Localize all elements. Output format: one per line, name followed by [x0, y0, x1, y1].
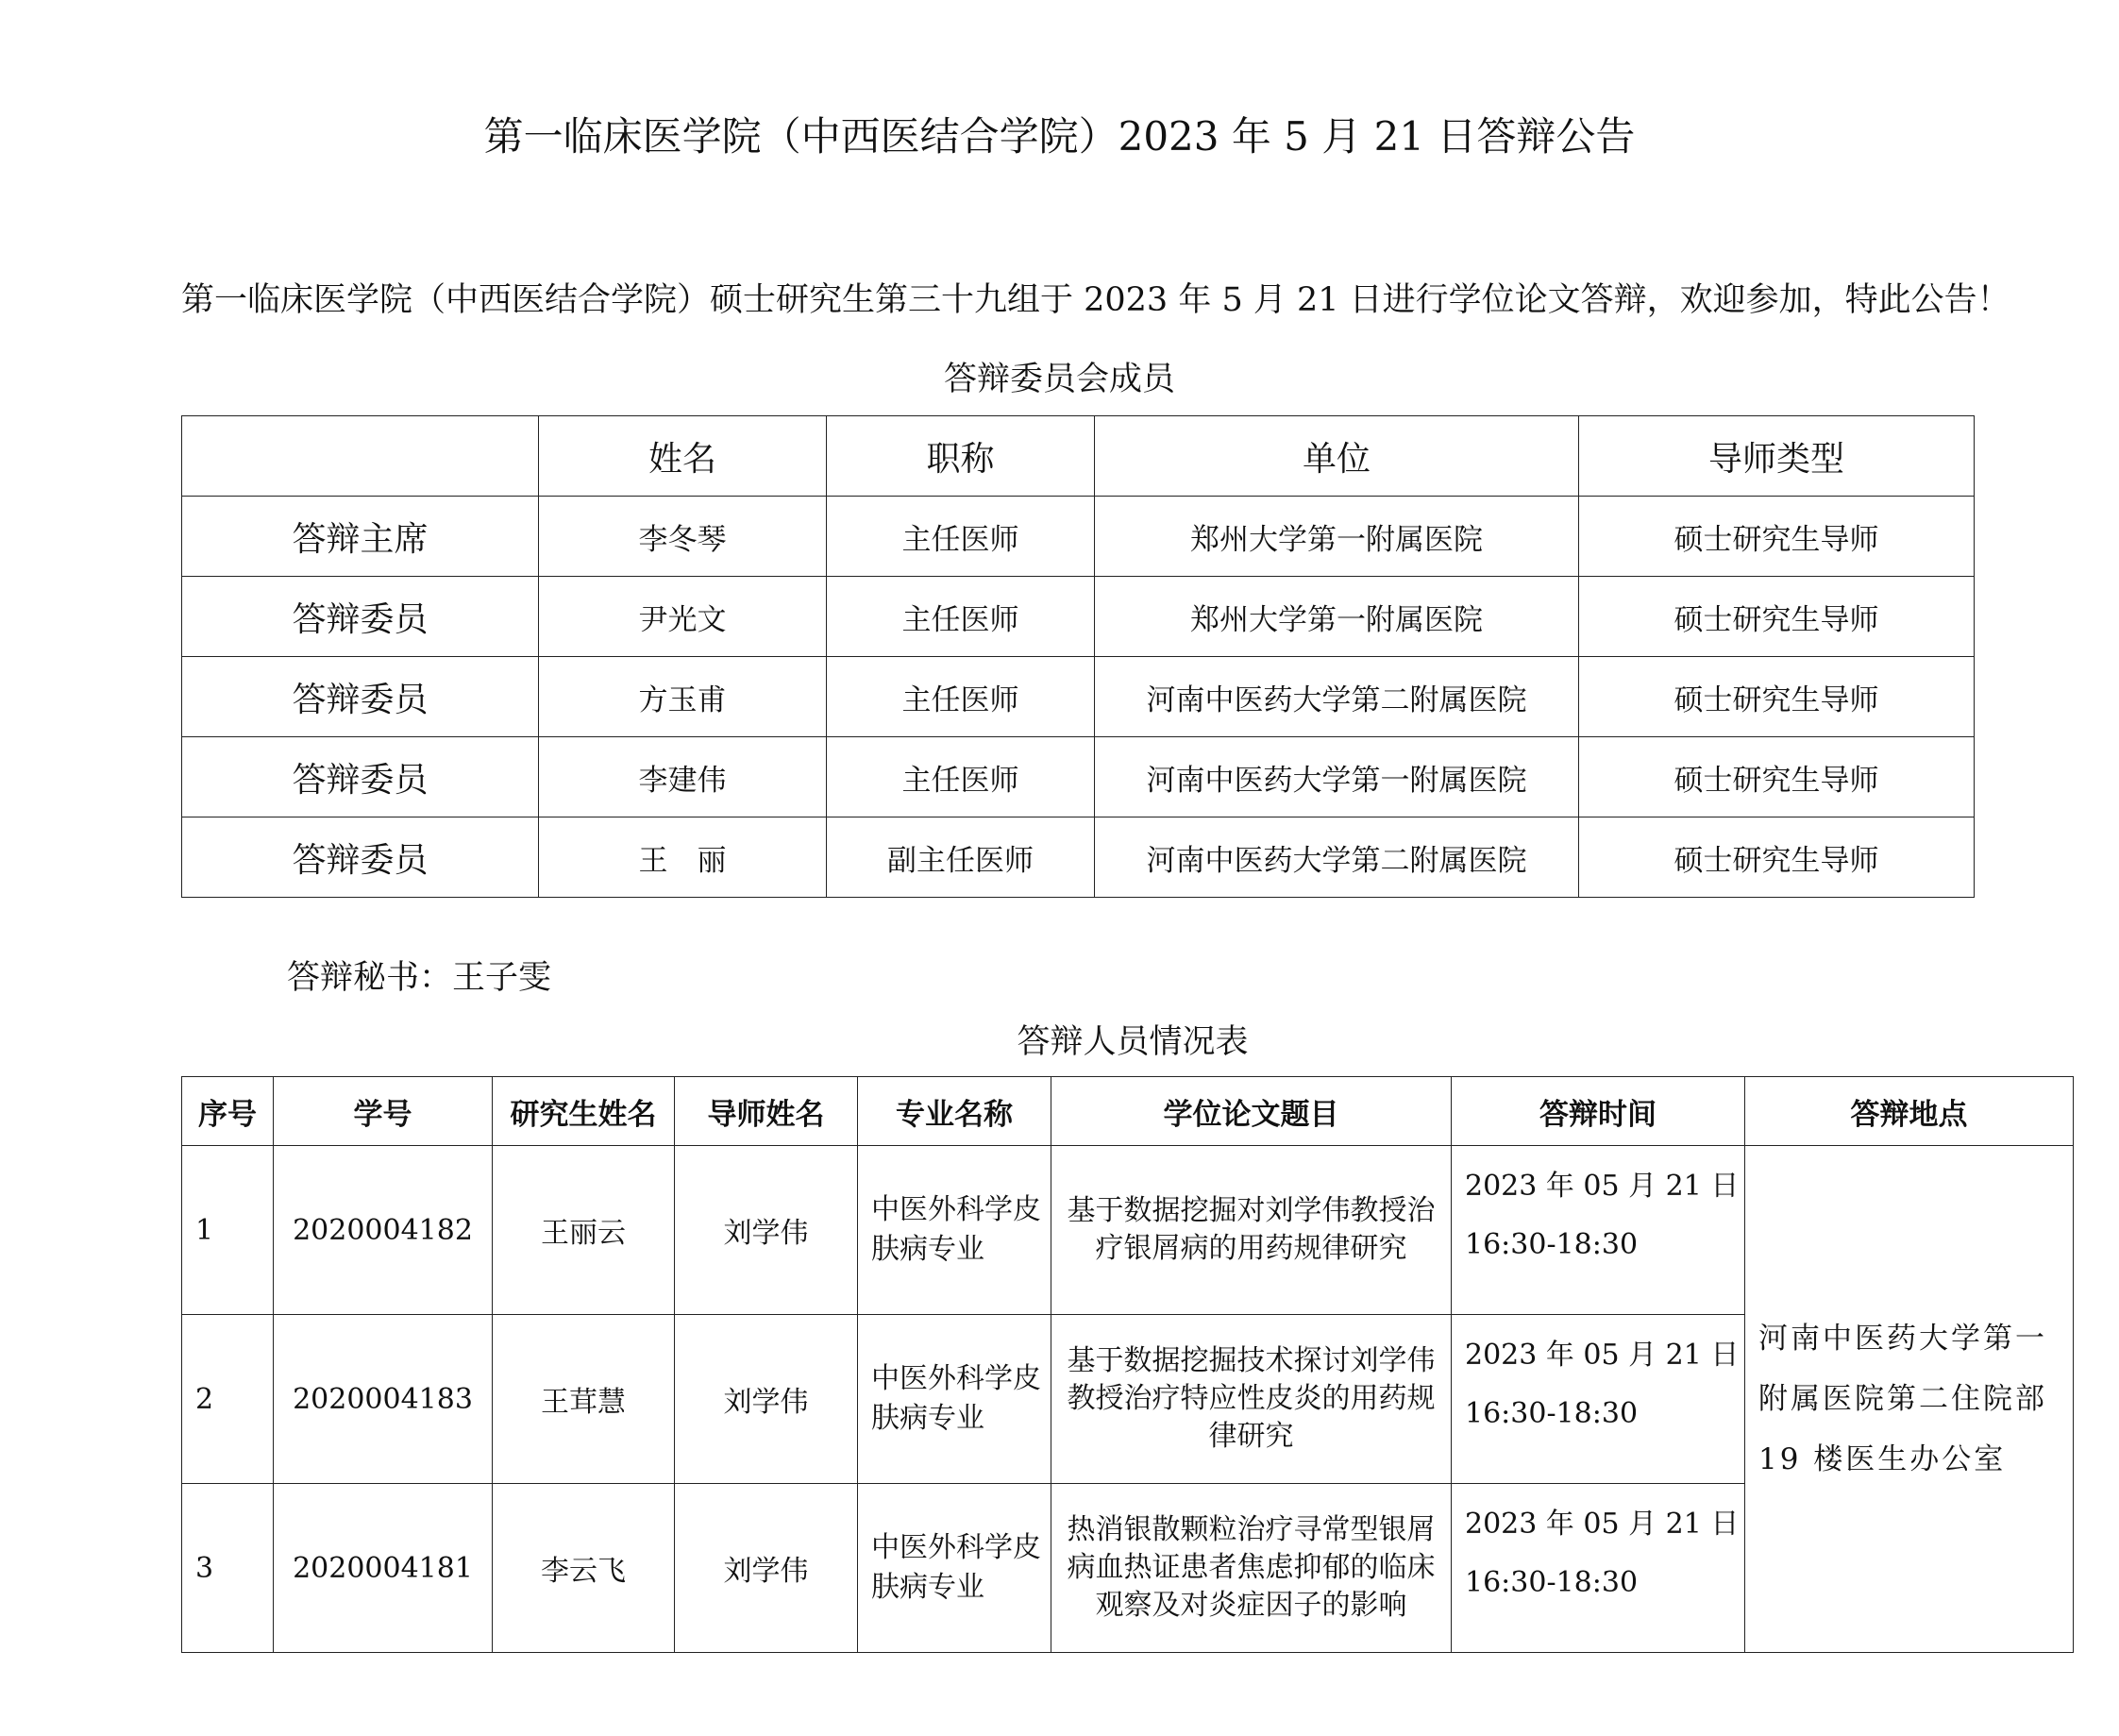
member-title: 主任医师 [827, 577, 1095, 657]
member-title: 主任医师 [827, 497, 1095, 577]
member-role: 答辩委员 [182, 817, 539, 898]
candidate-advisor: 刘学伟 [675, 1146, 858, 1315]
committee-row [182, 657, 1975, 737]
defense-hours: 16:30-18:30 [1465, 1566, 1639, 1599]
candidate-major: 中医外科学皮肤病专业 [858, 1484, 1051, 1653]
candidate-row [182, 1146, 2074, 1315]
header-defense-time: 答辩时间 [1452, 1077, 1745, 1146]
member-title: 副主任医师 [827, 817, 1095, 898]
candidate-name: 李云飞 [493, 1484, 675, 1653]
candidates-table [181, 1076, 2074, 1653]
candidate-advisor: 刘学伟 [675, 1315, 858, 1484]
defense-hours: 16:30-18:30 [1465, 1397, 1639, 1430]
document-title: 第一临床医学院（中西医结合学院）2023 年 5 月 21 日答辩公告 [483, 113, 1636, 160]
header-thesis: 学位论文题目 [1051, 1077, 1452, 1146]
committee-table [181, 415, 1975, 898]
candidate-seq: 2 [182, 1315, 274, 1484]
member-unit: 郑州大学第一附属医院 [1095, 577, 1579, 657]
committee-header-name: 姓名 [539, 416, 827, 497]
member-unit: 河南中医药大学第二附属医院 [1095, 817, 1579, 898]
defense-date: 2023 年 05 月 21 日 [1465, 1508, 1740, 1541]
candidates-header-row [182, 1077, 2074, 1146]
candidate-seq: 3 [182, 1484, 274, 1653]
candidate-thesis: 基于数据挖掘对刘学伟教授治疗银屑病的用药规律研究 [1051, 1146, 1452, 1315]
candidate-name: 王茸慧 [493, 1315, 675, 1484]
candidate-thesis: 热消银散颗粒治疗寻常型银屑病血热证患者焦虑抑郁的临床观察及对炎症因子的影响 [1051, 1484, 1452, 1653]
member-type: 硕士研究生导师 [1579, 657, 1975, 737]
candidate-time [1452, 1484, 1745, 1653]
member-role: 答辩委员 [182, 737, 539, 817]
candidates-caption: 答辩人员情况表 [1017, 1023, 1249, 1061]
candidate-time [1452, 1146, 1745, 1315]
header-student-name: 研究生姓名 [493, 1077, 675, 1146]
candidate-id: 2020004183 [274, 1315, 493, 1484]
header-defense-place: 答辩地点 [1745, 1077, 2074, 1146]
defense-date: 2023 年 05 月 21 日 [1465, 1170, 1740, 1203]
member-name: 王 丽 [539, 817, 827, 898]
member-role: 答辩委员 [182, 577, 539, 657]
header-seq: 序号 [182, 1077, 274, 1146]
member-unit: 河南中医药大学第一附属医院 [1095, 737, 1579, 817]
member-type: 硕士研究生导师 [1579, 577, 1975, 657]
candidate-id: 2020004182 [274, 1146, 493, 1315]
member-role: 答辩主席 [182, 497, 539, 577]
member-unit: 河南中医药大学第二附属医院 [1095, 657, 1579, 737]
defense-date: 2023 年 05 月 21 日 [1465, 1339, 1740, 1372]
candidate-seq: 1 [182, 1146, 274, 1315]
candidate-major: 中医外科学皮肤病专业 [858, 1315, 1051, 1484]
candidate-thesis: 基于数据挖掘技术探讨刘学伟教授治疗特应性皮炎的用药规律研究 [1051, 1315, 1452, 1484]
candidate-time [1452, 1315, 1745, 1484]
defense-place: 河南中医药大学第一附属医院第二住院部 19 楼医生办公室 [1745, 1146, 2074, 1653]
member-type: 硕士研究生导师 [1579, 817, 1975, 898]
committee-header-unit: 单位 [1095, 416, 1579, 497]
candidate-advisor: 刘学伟 [675, 1484, 858, 1653]
member-unit: 郑州大学第一附属医院 [1095, 497, 1579, 577]
secretary-line: 答辩秘书：王子雯 [287, 959, 552, 997]
candidate-name: 王丽云 [493, 1146, 675, 1315]
intro-paragraph: 第一临床医学院（中西医结合学院）硕士研究生第三十九组于 2023 年 5 月 21 日进行学位论文答辩，欢迎参加，特此公告！ [181, 281, 2010, 319]
committee-row [182, 577, 1975, 657]
committee-row [182, 497, 1975, 577]
committee-header-row [182, 416, 1975, 497]
committee-row [182, 737, 1975, 817]
header-student-id: 学号 [274, 1077, 493, 1146]
candidate-major: 中医外科学皮肤病专业 [858, 1146, 1051, 1315]
member-title: 主任医师 [827, 657, 1095, 737]
member-type: 硕士研究生导师 [1579, 737, 1975, 817]
member-name: 方玉甫 [539, 657, 827, 737]
committee-header-type: 导师类型 [1579, 416, 1975, 497]
member-role: 答辩委员 [182, 657, 539, 737]
member-type: 硕士研究生导师 [1579, 497, 1975, 577]
committee-row [182, 817, 1975, 898]
header-advisor: 导师姓名 [675, 1077, 858, 1146]
header-major: 专业名称 [858, 1077, 1051, 1146]
member-name: 李建伟 [539, 737, 827, 817]
committee-caption: 答辩委员会成员 [943, 361, 1175, 398]
member-title: 主任医师 [827, 737, 1095, 817]
committee-header-role [182, 416, 539, 497]
defense-hours: 16:30-18:30 [1465, 1228, 1639, 1261]
member-name: 李冬琴 [539, 497, 827, 577]
candidate-id: 2020004181 [274, 1484, 493, 1653]
member-name: 尹光文 [539, 577, 827, 657]
committee-header-title: 职称 [827, 416, 1095, 497]
